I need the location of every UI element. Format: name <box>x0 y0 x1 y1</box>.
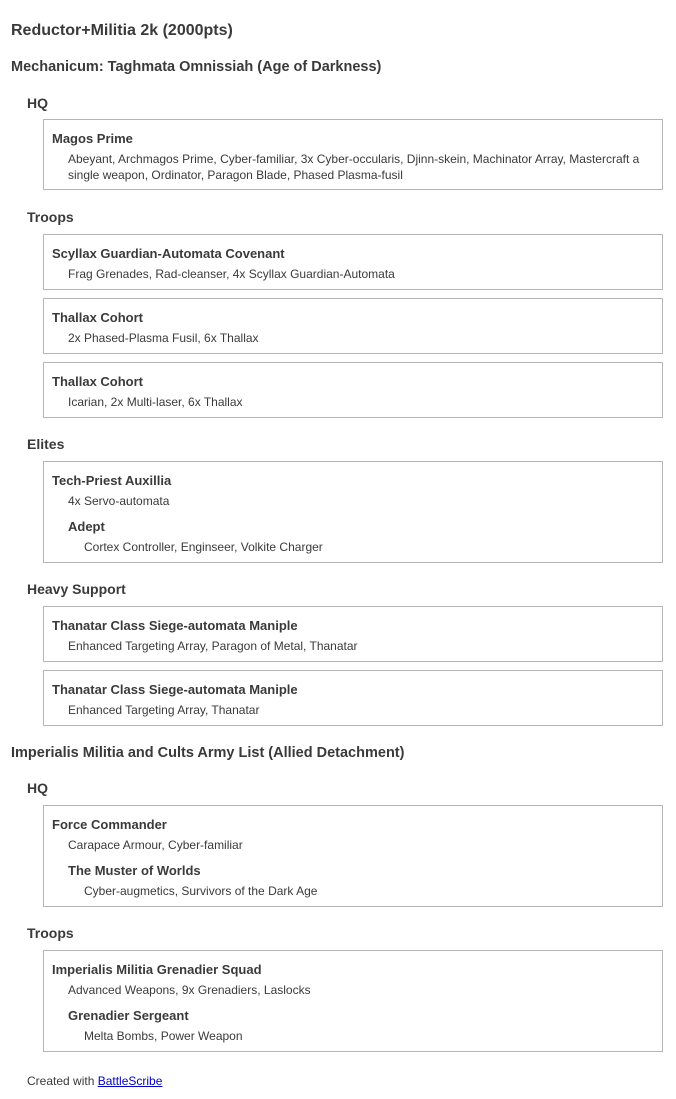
category-title-elites: Elites <box>27 436 65 452</box>
unit-name: Force Commander <box>52 817 167 832</box>
unit-card <box>43 950 663 1052</box>
unit-name: Thanatar Class Siege-automata Maniple <box>52 618 298 633</box>
category-title-hq: HQ <box>27 780 48 796</box>
sub-unit-description: Cyber-augmetics, Survivors of the Dark Age <box>84 884 318 898</box>
unit-card <box>43 119 663 190</box>
unit-card <box>43 362 663 418</box>
category-title-troops: Troops <box>27 925 74 941</box>
unit-description: 4x Servo-automata <box>68 494 170 508</box>
unit-description: Enhanced Targeting Array, Thanatar <box>68 703 260 717</box>
unit-card <box>43 298 663 354</box>
roster-title: Reductor+Militia 2k (2000pts) <box>11 22 233 39</box>
sub-unit-name: Grenadier Sergeant <box>68 1008 189 1023</box>
footer <box>27 1073 162 1089</box>
battlescribe-link[interactable]: BattleScribe <box>97 1074 163 1088</box>
unit-card <box>43 461 663 563</box>
unit-name: Thanatar Class Siege-automata Maniple <box>52 682 298 697</box>
unit-name: Thallax Cohort <box>52 310 144 325</box>
unit-description: Abeyant, Archmagos Prime, Cyber-familiar, 3x Cyber-occularis, Djinn-skein, Machinator Array, Mastercraft a single weapon, Ordinator, Paragon Blade, Phased Plasma-fusil <box>68 152 640 182</box>
unit-name: Imperialis Militia Grenadier Squad <box>52 962 262 977</box>
unit-name: Thallax Cohort <box>52 374 144 389</box>
unit-description: 2x Phased-Plasma Fusil, 6x Thallax <box>68 331 259 345</box>
unit-description: Icarian, 2x Multi-laser, 6x Thallax <box>68 395 243 409</box>
unit-card <box>43 670 663 726</box>
sub-unit-description: Cortex Controller, Enginseer, Volkite Charger <box>84 540 323 554</box>
sub-unit-name: Adept <box>68 519 105 534</box>
category-title-hq: HQ <box>27 95 48 111</box>
unit-card <box>43 805 663 907</box>
footer-text: Created with <box>27 1074 98 1088</box>
force-title-imperialis-militia: Imperialis Militia and Cults Army List (Allied Detachment) <box>11 745 405 761</box>
unit-description: Frag Grenades, Rad-cleanser, 4x Scyllax Guardian-Automata <box>68 267 395 281</box>
unit-name: Tech-Priest Auxillia <box>52 473 172 488</box>
unit-card <box>43 234 663 290</box>
sub-unit-name: The Muster of Worlds <box>68 863 201 878</box>
unit-description: Enhanced Targeting Array, Paragon of Metal, Thanatar <box>68 639 358 653</box>
unit-name: Magos Prime <box>52 131 133 146</box>
unit-description: Carapace Armour, Cyber-familiar <box>68 838 243 852</box>
unit-description: Advanced Weapons, 9x Grenadiers, Laslocks <box>68 983 311 997</box>
unit-card <box>43 606 663 662</box>
category-title-heavy-support: Heavy Support <box>27 581 126 597</box>
category-title-troops: Troops <box>27 209 74 225</box>
sub-unit-description: Melta Bombs, Power Weapon <box>84 1029 243 1043</box>
unit-name: Scyllax Guardian-Automata Covenant <box>52 246 285 261</box>
force-title-mechanicum: Mechanicum: Taghmata Omnissiah (Age of Darkness) <box>11 59 382 75</box>
